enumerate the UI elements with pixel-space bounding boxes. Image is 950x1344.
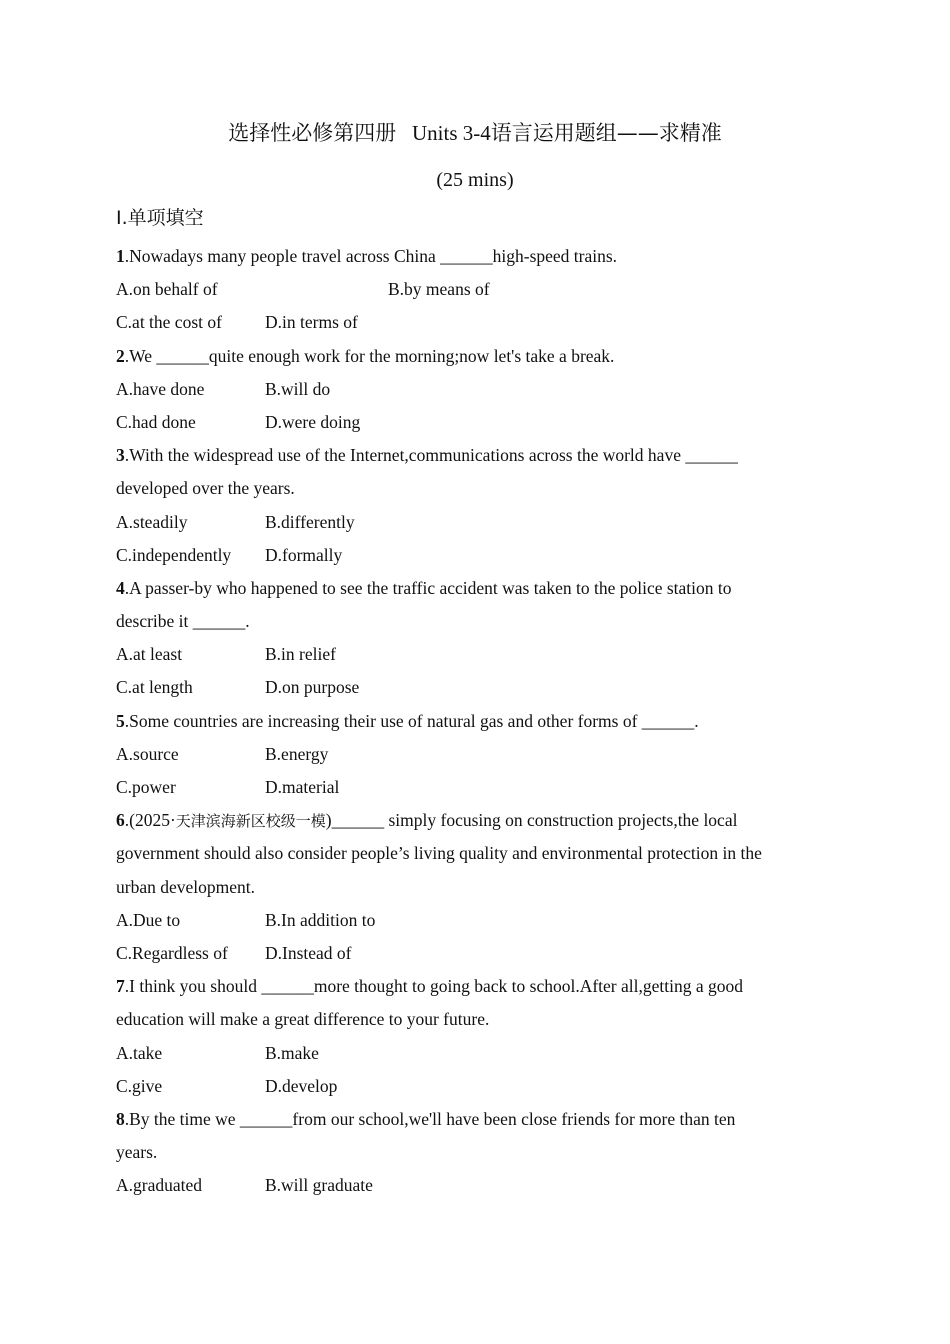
question-8 bbox=[116, 1103, 836, 1203]
question-number: 1 bbox=[116, 246, 125, 266]
question-stem bbox=[116, 804, 836, 837]
option-a: A.graduated bbox=[116, 1175, 203, 1196]
option-row bbox=[116, 904, 836, 937]
question-7 bbox=[116, 970, 836, 1103]
title-topic: 语言运用题组——求精准 bbox=[490, 121, 722, 145]
question-2 bbox=[116, 340, 836, 440]
question-stem bbox=[116, 705, 836, 738]
question-stem-continued: describe it ______. bbox=[116, 611, 250, 632]
question-stem bbox=[116, 572, 836, 605]
option-a: A.steadily bbox=[116, 511, 188, 532]
option-c: C.independently bbox=[116, 544, 232, 565]
option-d: D.develop bbox=[265, 1075, 338, 1096]
option-b: B.by means of bbox=[388, 279, 490, 300]
question-4 bbox=[116, 572, 836, 705]
option-row bbox=[116, 638, 836, 671]
option-row bbox=[116, 506, 836, 539]
question-1 bbox=[116, 240, 836, 340]
option-row bbox=[116, 937, 836, 970]
question-number: 7 bbox=[116, 976, 125, 997]
question-stem-continued: developed over the years. bbox=[116, 478, 295, 499]
option-row bbox=[116, 1037, 836, 1070]
question-number: 6 bbox=[116, 810, 125, 831]
question-3 bbox=[116, 439, 836, 572]
option-row bbox=[116, 671, 836, 704]
question-number: 8 bbox=[116, 1108, 125, 1129]
option-c: C.had done bbox=[116, 411, 196, 432]
question-text: .By the time we ______from our school,we'll have been close friends for more than ten bbox=[124, 1108, 736, 1129]
option-a: A.source bbox=[116, 743, 179, 764]
question-6 bbox=[116, 804, 836, 970]
question-stem-continued: years. bbox=[116, 1142, 158, 1163]
question-text: .Some countries are increasing their use of natural gas and other forms of ______. bbox=[124, 710, 699, 731]
option-b: B.In addition to bbox=[265, 909, 376, 930]
option-row bbox=[116, 771, 836, 804]
option-a: A.on behalf of bbox=[116, 279, 218, 300]
question-text: .Nowadays many people travel across China ______high-speed trains. bbox=[124, 246, 618, 266]
source-label: 天津滨海新区校级一模 bbox=[175, 812, 326, 831]
title-units: Units 3-4 bbox=[412, 121, 491, 145]
option-b: B.will graduate bbox=[265, 1175, 373, 1196]
option-row bbox=[116, 273, 836, 306]
question-stem-continued: education will make a great difference to your future. bbox=[116, 1009, 490, 1030]
option-b: B.make bbox=[265, 1042, 319, 1063]
question-stem bbox=[116, 340, 836, 373]
question-number: 5 bbox=[116, 710, 125, 731]
option-c: C.Regardless of bbox=[116, 942, 228, 963]
question-number: 3 bbox=[116, 445, 125, 466]
option-c: C.power bbox=[116, 777, 176, 797]
option-row bbox=[116, 738, 836, 771]
option-row bbox=[116, 406, 836, 439]
question-text: .With the widespread use of the Internet,communications across the world have ______ bbox=[124, 445, 738, 466]
option-d: D.on purpose bbox=[265, 677, 360, 698]
option-c: C.at length bbox=[116, 677, 193, 698]
option-row bbox=[116, 373, 836, 406]
title-book: 选择性必修第四册 bbox=[228, 121, 397, 145]
question-number: 2 bbox=[116, 345, 125, 366]
option-c: C.give bbox=[116, 1075, 163, 1096]
question-stem bbox=[116, 970, 836, 1003]
question-stem bbox=[116, 240, 836, 273]
option-d: D.in terms of bbox=[265, 312, 358, 333]
page-subtitle: (25 mins) bbox=[436, 169, 514, 191]
option-b: B.will do bbox=[265, 378, 331, 399]
source-prefix: .(2025· bbox=[124, 810, 176, 831]
option-a: A.have done bbox=[116, 378, 205, 399]
option-b: B.differently bbox=[265, 511, 355, 532]
option-row bbox=[116, 1169, 836, 1202]
option-d: D.formally bbox=[265, 544, 343, 565]
question-text: .I think you should ______more thought to going back to school.After all,getting a good bbox=[124, 976, 744, 997]
option-d: D.Instead of bbox=[265, 942, 352, 963]
question-text: )______ simply focusing on construction projects,the local bbox=[325, 810, 738, 831]
page-title bbox=[0, 116, 950, 150]
section-title: Ⅰ.单项填空 bbox=[116, 207, 204, 229]
question-stem-continued: urban development. bbox=[116, 876, 255, 897]
question-5 bbox=[116, 705, 836, 805]
option-b: B.in relief bbox=[265, 644, 336, 665]
question-stem bbox=[116, 1103, 836, 1136]
option-c: C.at the cost of bbox=[116, 312, 222, 333]
option-a: A.Due to bbox=[116, 909, 181, 930]
option-d: D.were doing bbox=[265, 411, 361, 432]
question-stem bbox=[116, 439, 836, 472]
option-a: A.take bbox=[116, 1042, 163, 1063]
option-row bbox=[116, 1070, 836, 1103]
option-b: B.energy bbox=[265, 743, 329, 764]
question-stem-continued: government should also consider people’s living quality and environmental protection in the bbox=[116, 843, 762, 864]
question-text: .A passer-by who happened to see the traffic accident was taken to the police station to bbox=[124, 577, 732, 598]
option-row bbox=[116, 306, 836, 339]
option-a: A.at least bbox=[116, 644, 183, 665]
option-d: D.material bbox=[265, 777, 340, 797]
option-row bbox=[116, 539, 836, 572]
question-text: .We ______quite enough work for the morning;now let's take a break. bbox=[124, 345, 615, 366]
question-number: 4 bbox=[116, 577, 125, 598]
question-list bbox=[116, 240, 836, 1202]
